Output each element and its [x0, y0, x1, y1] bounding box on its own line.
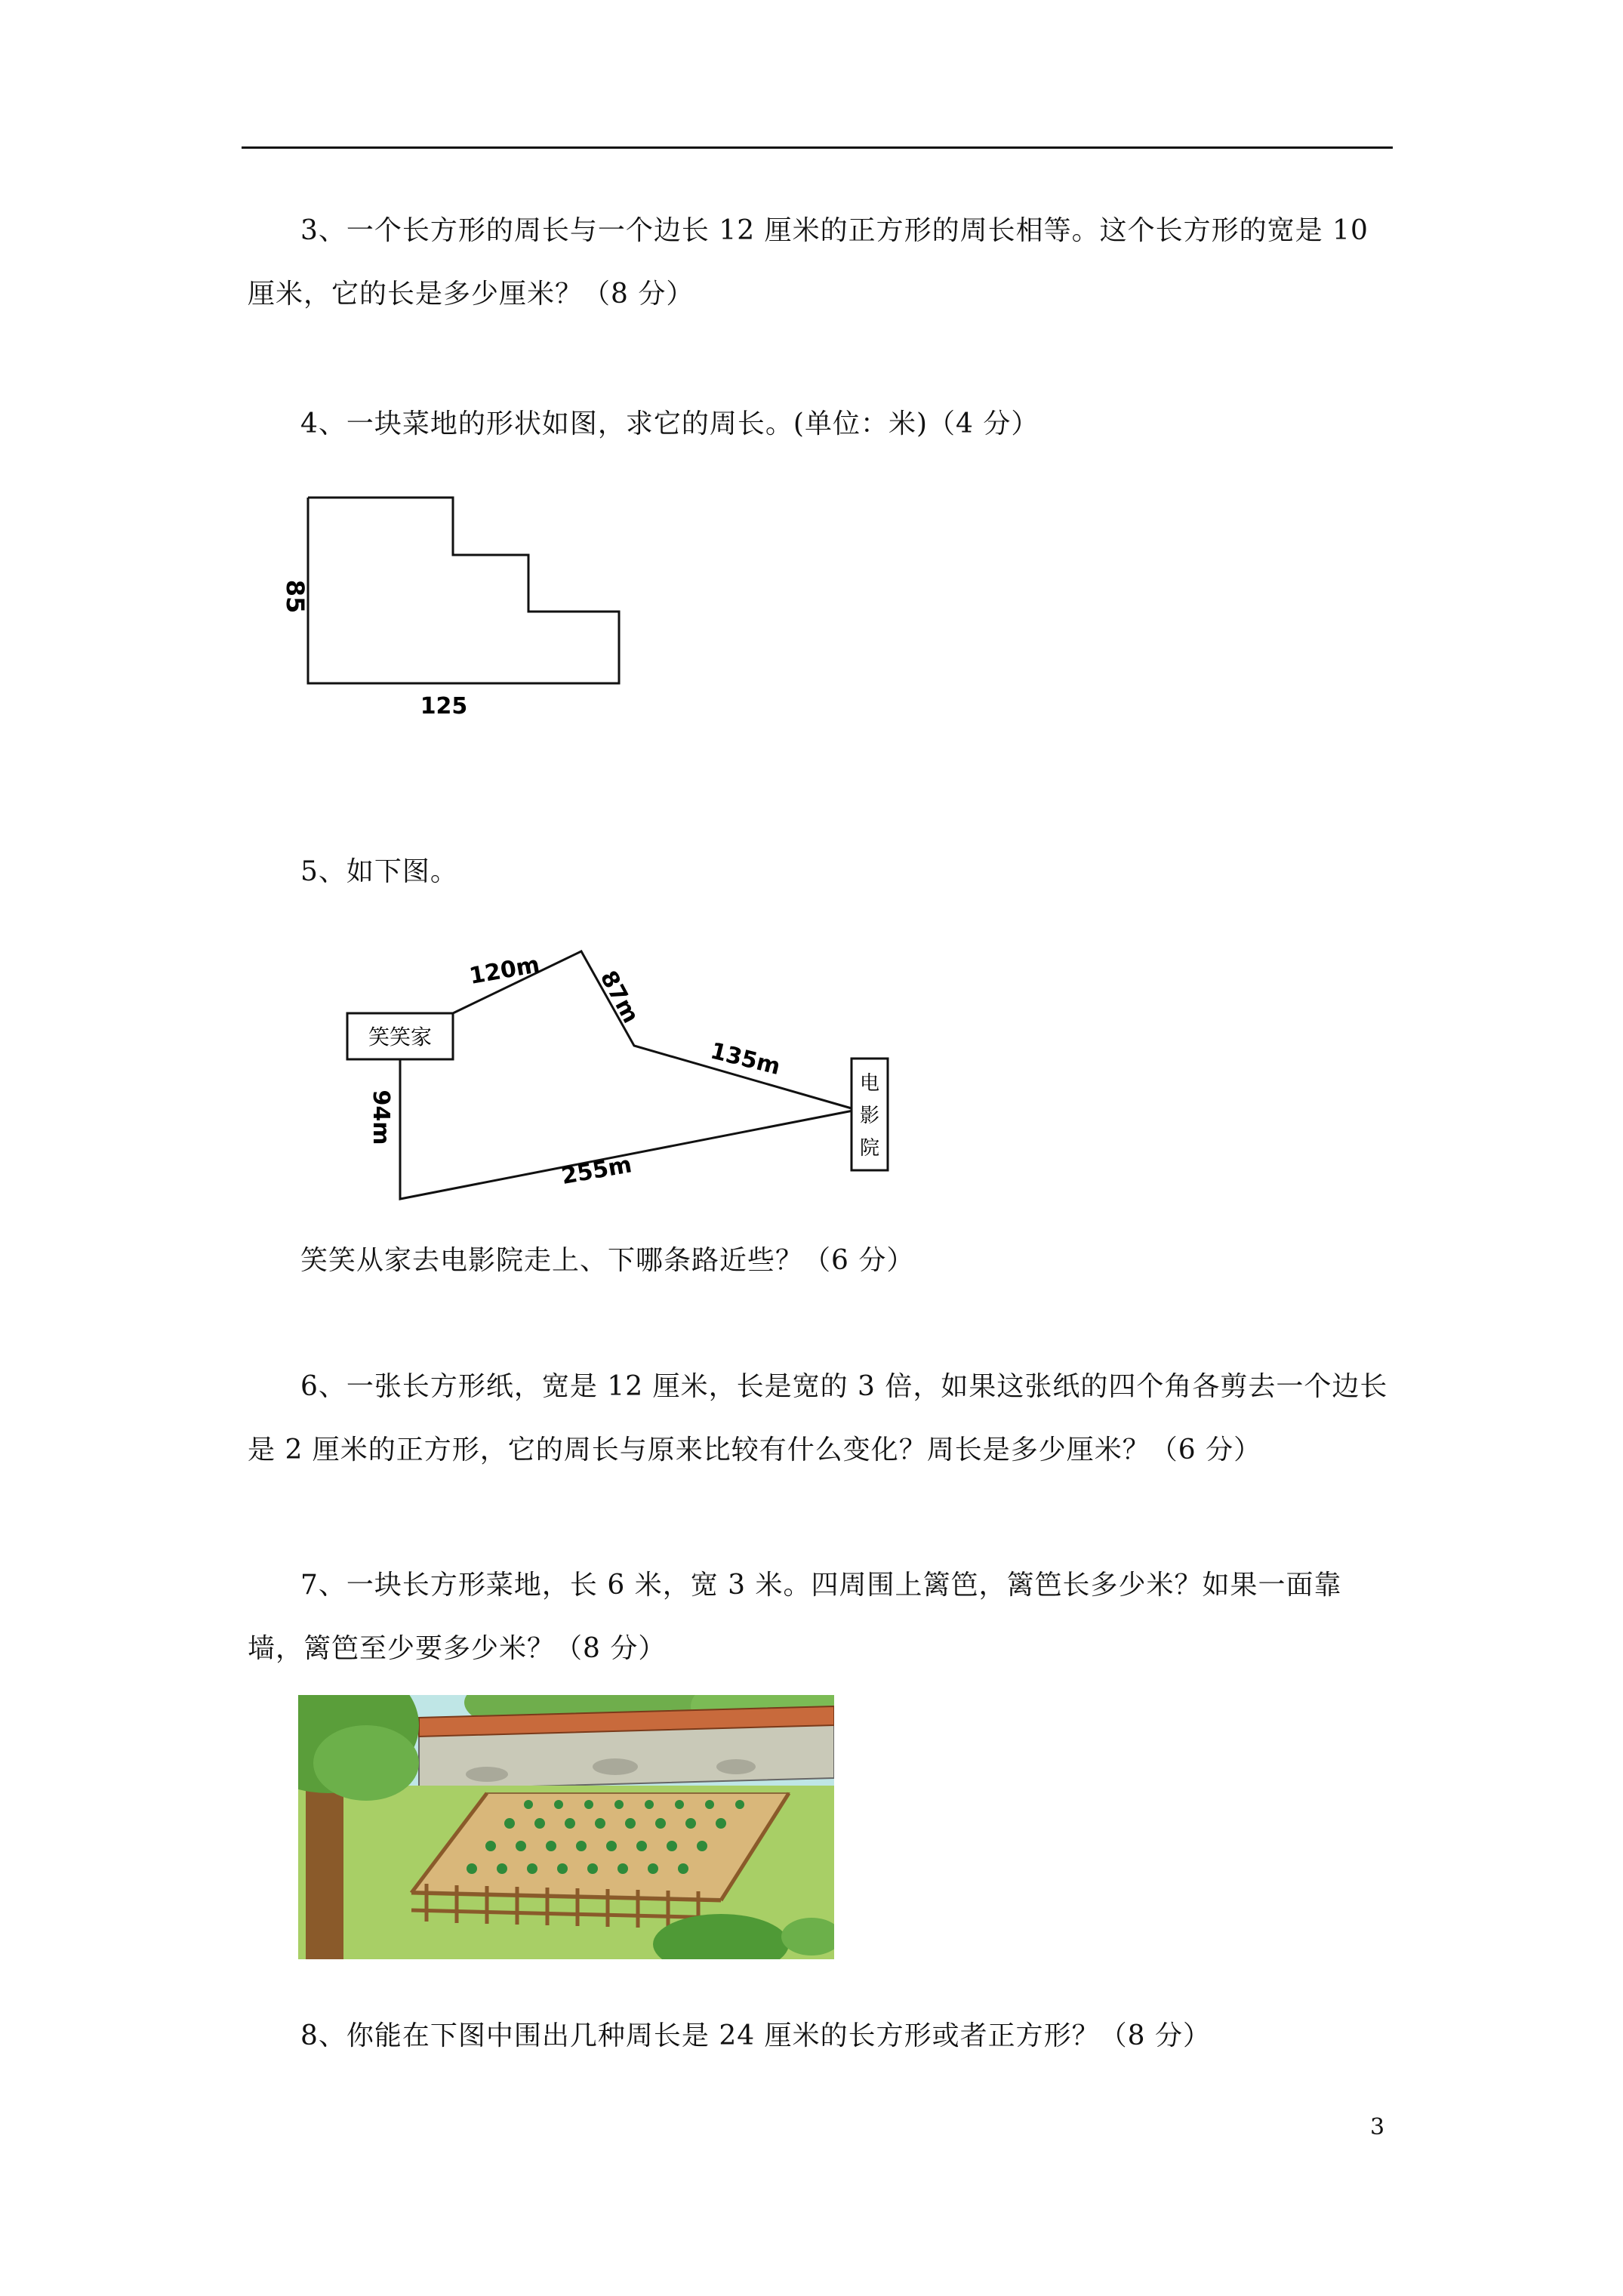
width-label: 125 — [420, 693, 468, 720]
question-4: 4、一块菜地的形状如图，求它的周长。(单位：米)（4 分） — [300, 408, 1039, 439]
cinema-label-3: 院 — [859, 1137, 880, 1160]
height-label: 85 — [281, 579, 310, 614]
header-rule — [242, 146, 1393, 149]
question-3: 3、一个长方形的周长与一个边长 12 厘米的正方形的周长相等。这个长方形的宽是 10 厘米，它的长是多少厘米？（8 分） — [248, 215, 1369, 310]
question-5-followup: 笑笑从家去电影院走上、下哪条路近些？（6 分） — [300, 1245, 915, 1276]
cinema-label-2: 影 — [859, 1105, 880, 1127]
distance-94: 94m — [368, 1089, 394, 1145]
bush — [653, 1914, 789, 1974]
question-6: 6、一张长方形纸，宽是 12 厘米，长是宽的 3 倍，如果这张纸的四个角各剪去一个边长是 2 厘米的正方形，它的周长与原来比较有什么变化？周长是多少厘米？（6 分） — [248, 1371, 1388, 1465]
question-8: 8、你能在下图中围出几种周长是 24 厘米的长方形或者正方形？（8 分） — [300, 2020, 1211, 2051]
cinema-label-1: 电 — [859, 1072, 880, 1095]
page-number: 3 — [1370, 2114, 1385, 2140]
question-7: 7、一块长方形菜地，长 6 米，宽 3 米。四周围上篱笆，篱笆长多少米？如果一面靠墙，篱笆至少要多少米？（8 分） — [248, 1570, 1342, 1664]
distance-120: 120m — [467, 951, 542, 991]
distance-87: 87m — [594, 966, 644, 1028]
vegetable-plot-figure — [264, 483, 642, 725]
distance-135: 135m — [707, 1037, 784, 1081]
question-5: 5、如下图。 — [300, 856, 458, 887]
route-map-figure — [332, 929, 906, 1200]
garden-illustration — [298, 1695, 834, 1959]
home-label: 笑笑家 — [368, 1025, 433, 1049]
distance-255: 255m — [559, 1151, 634, 1191]
plot-outline — [308, 498, 619, 683]
